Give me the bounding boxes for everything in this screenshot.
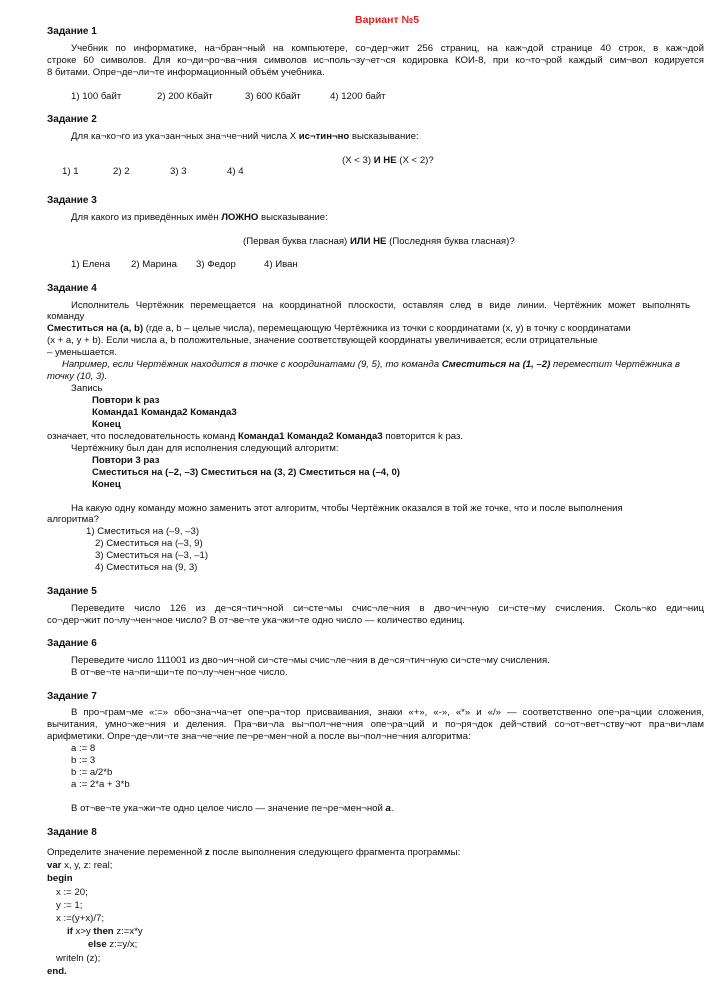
task-3-heading: Задание 3 — [47, 195, 97, 206]
task-3-question-end: высказывание: — [258, 212, 328, 223]
task-4-question-line-2: алгоритма? — [47, 514, 99, 525]
task-4-command-name: Сместиться на (a, b) — [47, 323, 144, 334]
task-8-var-decl: x, y, z: real; — [61, 860, 113, 871]
task-8-question-end: после выполнения следующего фрагмента программы: — [209, 847, 461, 858]
task-2-option-1: 1) 1 — [62, 166, 79, 177]
task-8-keyword-if: if — [67, 926, 73, 937]
task-4-intro-line-2: команду — [47, 311, 85, 322]
task-7-text-line-1: В про¬грам¬ме «:=» обо¬зна¬ча¬ет опе¬ра¬тор присваивания, знаки «+», «-», «*» и «/» — соответственно опе¬ра¬ции сложения, — [71, 707, 704, 718]
task-8-code-if — [67, 926, 143, 938]
task-7-answer — [71, 803, 394, 815]
task-4-example-command: Сместиться на (1, –2) — [441, 359, 551, 370]
task-8-code-var — [47, 860, 112, 872]
task-4-option-1: 1) Сместиться на (–9, –3) — [86, 526, 200, 537]
task-8-code-line-1: x := 20; — [56, 887, 88, 898]
task-4-algorithm-end: Конец — [92, 479, 121, 490]
task-3-option-3: 3) Федор — [196, 259, 236, 270]
task-3-expr-operator: ИЛИ НЕ — [349, 236, 387, 247]
task-7-code-line-2: b := 3 — [71, 755, 96, 766]
task-4-record-end: Конец — [92, 419, 121, 430]
task-4-means-end: повторится k раз. — [382, 431, 464, 442]
task-4-command-line-1 — [47, 323, 631, 335]
task-4-heading: Задание 4 — [47, 283, 97, 294]
task-6-text-line-1: Переведите число 111001 из дво¬ич¬ной си¬сте¬мы счис¬ле¬ния в де¬ся¬тич¬ную си¬сте¬му счисления. — [71, 655, 550, 666]
task-6-heading: Задание 6 — [47, 638, 97, 649]
task-4-record-label: Запись — [71, 383, 103, 394]
task-1-option-3: 3) 600 Кбайт — [245, 91, 301, 102]
task-8-keyword-else: else — [88, 939, 107, 950]
task-1-text-line-1: Учебник по информатике, на¬бран¬ный на компьютере, со¬дер¬жит 256 страниц, на каж¬дой странице 40 строк, в каж¬дой — [71, 43, 704, 54]
task-2-expr-part-a: (X < 3) — [342, 155, 374, 166]
task-2-expr-part-c: (X < 2)? — [396, 155, 434, 166]
task-2-question-text: Для ка¬ко¬го из ука¬зан¬ных зна¬че¬ний числа X — [71, 131, 299, 142]
task-1-text-line-2: строке 60 символов. Для ко¬ди¬ро¬ва¬ния символов ис¬поль¬зу¬ет¬ся кодировка КОИ-8, при ко¬то¬рой каждый сим¬вол кодируется — [47, 55, 704, 66]
task-2-question — [71, 131, 419, 143]
task-7-heading: Задание 7 — [47, 691, 97, 702]
task-7-answer-variable: a — [385, 803, 391, 814]
task-8-heading: Задание 8 — [47, 827, 97, 838]
task-4-example-line-1 — [62, 359, 680, 371]
task-4-example-line-2: точку (10, 3). — [47, 371, 108, 382]
task-3-expr-part-c: (Последняя буква гласная)? — [386, 236, 515, 247]
task-2-question-keyword: ис¬тин¬но — [298, 131, 350, 142]
task-1-heading: Задание 1 — [47, 26, 97, 37]
task-3-expression — [243, 236, 515, 248]
task-8-if-condition: x>y — [72, 926, 94, 937]
task-4-given: Чертёжнику был дан для исполнения следующий алгоритм: — [71, 443, 339, 454]
task-1-option-1: 1) 100 байт — [71, 91, 122, 102]
task-2-expr-operator: И НЕ — [373, 155, 397, 166]
task-8-code-end: end. — [47, 966, 67, 977]
task-4-command-line-3: – уменьшается. — [47, 347, 117, 358]
task-8-keyword-then: then — [93, 926, 114, 937]
task-4-record-repeat: Повтори k раз — [92, 395, 160, 406]
task-7-code-line-3: b := a/2*b — [71, 767, 113, 778]
task-4-algorithm-repeat: Повтори 3 раз — [92, 455, 160, 466]
task-2-question-end: высказывание: — [349, 131, 419, 142]
task-2-expression — [342, 155, 434, 167]
task-2-option-2: 2) 2 — [113, 166, 130, 177]
task-4-example-end: переместит Чертёжника в — [550, 359, 680, 370]
task-4-algorithm-moves: Сместиться на (–2, –3) Сместиться на (3, 2) Сместиться на (–4, 0) — [92, 467, 400, 478]
task-7-answer-end: . — [390, 803, 394, 814]
task-2-option-3: 3) 3 — [170, 166, 187, 177]
task-8-code-line-3: x :=(y+x)/7; — [56, 913, 104, 924]
task-1-text-line-3: 8 битами. Опре¬де¬ли¬те информационный объём учебника. — [47, 67, 325, 78]
task-8-code-writeln: writeln (z); — [56, 953, 101, 964]
task-3-option-2: 2) Марина — [131, 259, 177, 270]
task-3-question — [71, 212, 328, 224]
task-7-answer-text: В от¬ве¬те ука¬жи¬те одно целое число — значение пе¬ре¬мен¬ной — [71, 803, 386, 814]
task-8-code-else — [88, 939, 137, 951]
task-8-keyword-var: var — [47, 860, 62, 871]
task-4-command-desc: (где a, b – целые числа), перемещающую Чертёжника из точки с координатами (x, y) в точку с координатами — [143, 323, 631, 334]
task-3-option-1: 1) Елена — [71, 259, 111, 270]
task-4-means-commands: Команда1 Команда2 Команда3 — [237, 431, 383, 442]
task-1-option-4: 4) 1200 байт — [330, 91, 386, 102]
task-4-record-commands: Команда1 Команда2 Команда3 — [92, 407, 237, 418]
task-3-expr-part-a: (Первая буква гласная) — [243, 236, 350, 247]
task-4-question-line-1: На какую одну команду можно заменить этот алгоритм, чтобы Чертёжник оказался в той же точке, что и после выполнения — [71, 503, 623, 514]
task-4-option-2: 2) Сместиться на (–3, 9) — [95, 538, 203, 549]
task-1-option-2: 2) 200 Кбайт — [157, 91, 213, 102]
task-8-question-text: Определите значение переменной — [47, 847, 205, 858]
task-4-means — [47, 431, 463, 443]
task-7-text-line-2: вычитания, умно¬же¬ния и деления. Пра¬ви¬ла вы¬пол¬не¬ния опе¬ра¬ций и по¬ря¬док дей¬ствий со¬от¬вет¬ству¬ют пра¬ви¬лам — [47, 719, 704, 730]
task-8-question — [47, 847, 460, 859]
task-7-text-line-3: арифметики. Опре¬де¬ли¬те зна¬че¬ние пе¬ре¬мен¬ной a после вы¬пол¬не¬ния алгоритма: — [47, 731, 471, 742]
task-8-then-branch: z:=x*y — [113, 926, 143, 937]
task-7-code-line-1: a := 8 — [71, 743, 96, 754]
task-7-code-line-4: a := 2*a + 3*b — [71, 779, 130, 790]
task-2-option-4: 4) 4 — [227, 166, 244, 177]
task-4-option-4: 4) Сместиться на (9, 3) — [95, 562, 198, 573]
task-5-text-line-1: Переведите число 126 из де¬ся¬тич¬ной си¬сте¬мы счис¬ле¬ния в дво¬ич¬ную си¬сте¬му счисления. Сколь¬ко еди¬ниц — [71, 603, 704, 614]
task-3-question-text: Для какого из приведённых имён — [71, 212, 222, 223]
task-8-code-begin: begin — [47, 873, 73, 884]
task-3-question-keyword: ЛОЖНО — [221, 212, 259, 223]
task-4-command-line-2: (x + a, y + b). Если числа a, b положительные, значение соответствующей координаты увеличивается; если отрицательные — [47, 335, 598, 346]
task-3-option-4: 4) Иван — [264, 259, 298, 270]
page-title: Вариант №5 — [355, 14, 420, 26]
task-5-text-line-2: со¬дер¬жит по¬лу¬чен¬ное число? В от¬ве¬те ука¬жи¬те одно число — количество единиц. — [47, 615, 465, 626]
task-8-question-variable: z — [204, 847, 210, 858]
task-2-heading: Задание 2 — [47, 114, 97, 125]
task-4-option-3: 3) Сместиться на (–3, –1) — [95, 550, 209, 561]
task-4-means-text: означает, что последовательность команд — [47, 431, 238, 442]
task-6-text-line-2: В от¬ве¬те на¬пи¬ши¬те по¬лу¬чен¬ное число. — [71, 667, 288, 678]
task-4-example-text: Например, если Чертёжник находится в точке с координатами (9, 5), то команда — [62, 359, 442, 370]
task-8-else-branch: z:=y/x; — [106, 939, 138, 950]
task-5-heading: Задание 5 — [47, 586, 97, 597]
task-4-intro-line-1: Исполнитель Чертёжник перемещается на координатной плоскости, оставляя след в виде линии. Чертёжник может выполнять — [71, 300, 690, 311]
task-8-code-line-2: y := 1; — [56, 900, 83, 911]
